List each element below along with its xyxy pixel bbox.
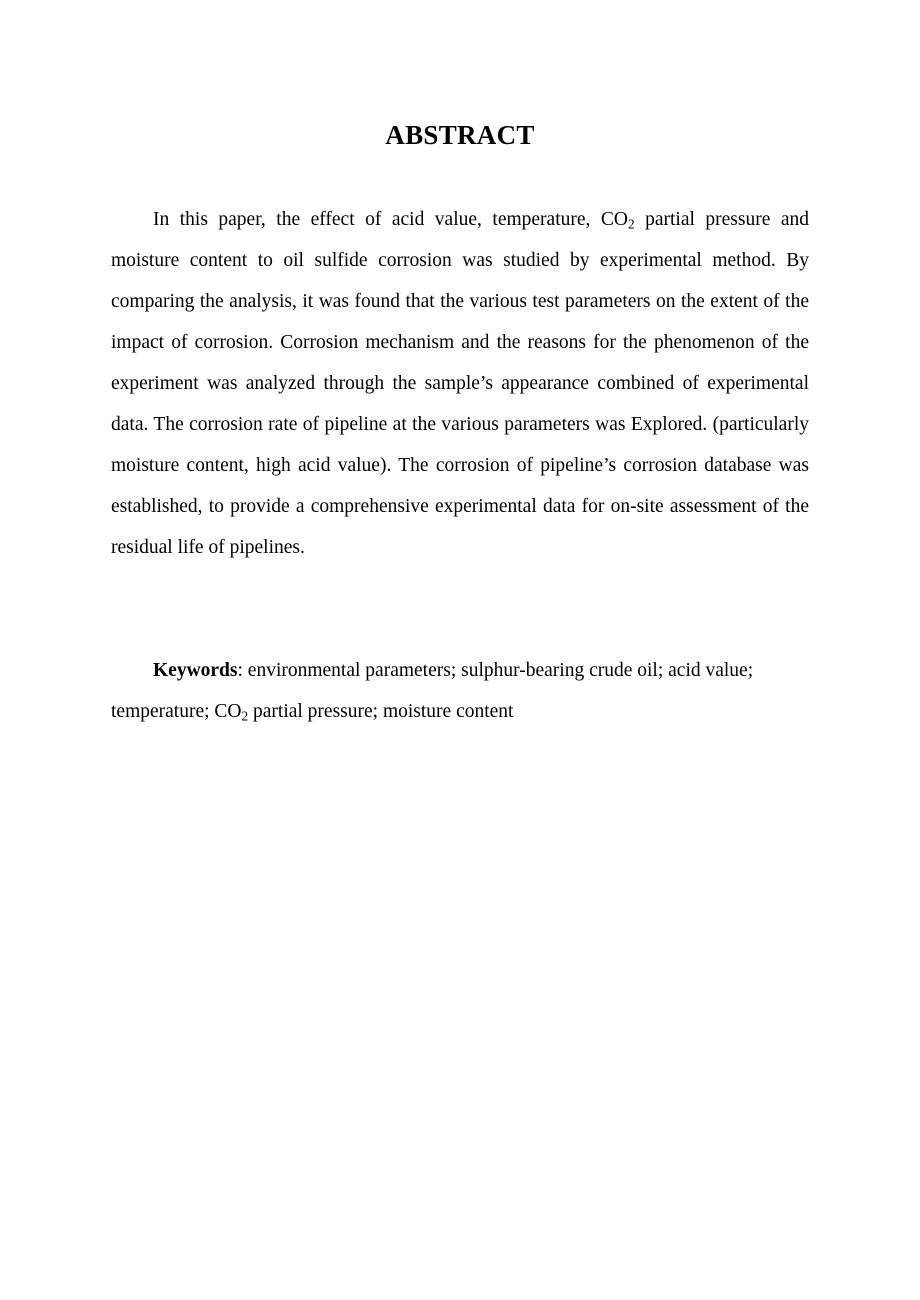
keywords-text-part2: partial pressure; moisture content — [248, 701, 514, 722]
abstract-paragraph — [111, 199, 809, 568]
co2-subscript: 2 — [627, 216, 635, 232]
abstract-text-part1: In this paper, the effect of acid value, temperature, CO — [153, 209, 628, 230]
keywords-co2-subscript: 2 — [241, 708, 249, 724]
keywords-text-part1: : environmental parameters; sulphur-bearing crude oil; acid value; temperature; CO — [111, 660, 754, 722]
keywords-paragraph — [111, 650, 817, 732]
abstract-text-part2: partial pressure and moisture content to oil sulfide corrosion was studied by experimental method. By comparing the analysis, it was found that the various test parameters on the extent of the impact of corrosion. Corrosion mechanism and the reasons for the phenomenon of the experiment was analyzed through the sample’s appearance combined of experimental data. The corrosion rate of pipeline at the various parameters was Explored. (particularly moisture content, high acid value). The corrosion of pipeline’s corrosion database was established, to provide a comprehensive experimental data for on-site assessment of the residual life of pipelines. — [111, 209, 809, 558]
abstract-title: ABSTRACT — [385, 120, 535, 150]
keywords-label: Keywords — [153, 660, 238, 681]
